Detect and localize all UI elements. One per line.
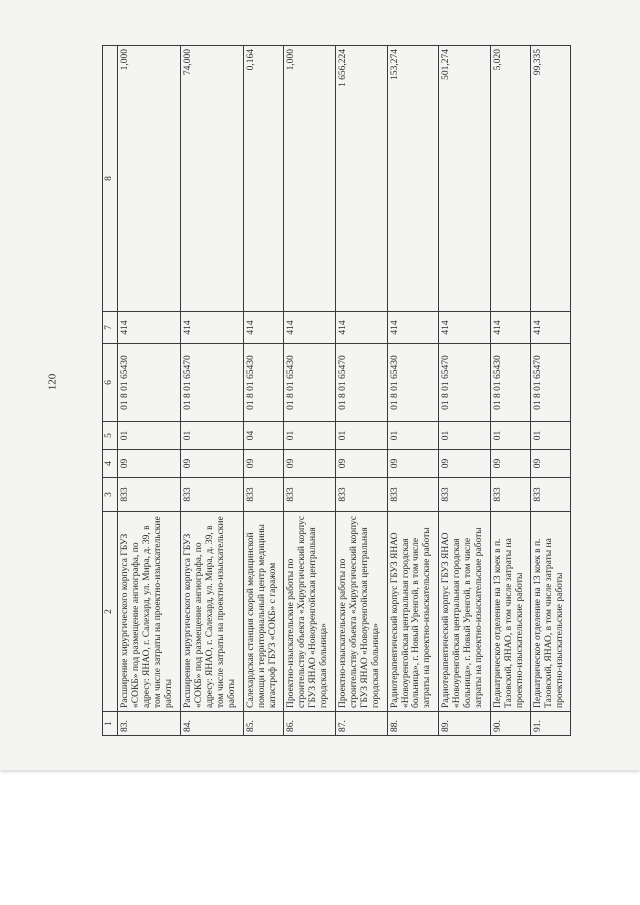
code-7: 414 <box>387 312 439 344</box>
code-3: 833 <box>530 478 570 512</box>
object-name: Радиотерапевтический корпус ГБУЗ ЯНАО «Новоуренгойская центральная городская больница», г. Новый Уренгой, в том числе затраты на проектно-изыскательские работы <box>387 512 439 712</box>
object-name: Расширение хирургического корпуса ГБУЗ «СОКБ» под размещение ангиографа, по адресу: ЯНАО, г. Салехард, ул. Мира, д. 39, в том числе затраты на проектно-изыскательские работы <box>181 512 244 712</box>
table-row <box>336 46 388 736</box>
code-3: 833 <box>439 478 491 512</box>
column-header: 6 <box>103 344 118 422</box>
code-6: 01 8 01 65470 <box>181 344 244 422</box>
table-row <box>244 46 284 736</box>
code-5: 01 <box>284 422 336 450</box>
row-number: 90. <box>490 712 530 736</box>
code-3: 833 <box>284 478 336 512</box>
table-row <box>530 46 570 736</box>
code-7: 414 <box>181 312 244 344</box>
page-number: 120 <box>46 373 59 391</box>
code-6: 01 8 01 65430 <box>284 344 336 422</box>
code-4: 09 <box>530 450 570 478</box>
object-name: Педиатрическое отделение на 13 коек в п. Тазовский, ЯНАО, в том числе затраты на проектно-изыскательские работы <box>490 512 530 712</box>
code-5: 01 <box>530 422 570 450</box>
code-3: 833 <box>336 478 388 512</box>
object-name: Педиатрическое отделение на 13 коек в п. Тазовский, ЯНАО, в том числе затраты на проектно-изыскательские работы <box>530 512 570 712</box>
table-row <box>387 46 439 736</box>
amount: 5,020 <box>490 46 530 312</box>
code-6: 01 8 01 65470 <box>336 344 388 422</box>
budget-table <box>102 45 571 736</box>
code-5: 01 <box>118 422 181 450</box>
column-header: 7 <box>103 312 118 344</box>
code-4: 09 <box>181 450 244 478</box>
table-row <box>490 46 530 736</box>
amount: 0,164 <box>244 46 284 312</box>
table-row <box>181 46 244 736</box>
table-row <box>284 46 336 736</box>
column-header: 5 <box>103 422 118 450</box>
code-4: 09 <box>387 450 439 478</box>
code-4: 09 <box>490 450 530 478</box>
code-7: 414 <box>336 312 388 344</box>
column-header: 3 <box>103 478 118 512</box>
code-3: 833 <box>118 478 181 512</box>
table-holder <box>102 45 571 736</box>
code-5: 01 <box>439 422 491 450</box>
table-row <box>118 46 181 736</box>
code-5: 01 <box>336 422 388 450</box>
object-name: Салехардская станция скорой медицинской помощи и территориальный центр медицины катастроф ГБУЗ «СОКБ» с гаражом <box>244 512 284 712</box>
code-4: 09 <box>284 450 336 478</box>
code-7: 414 <box>284 312 336 344</box>
code-4: 09 <box>439 450 491 478</box>
amount: 501,274 <box>439 46 491 312</box>
column-header: 2 <box>103 512 118 712</box>
row-number: 89. <box>439 712 491 736</box>
code-7: 414 <box>118 312 181 344</box>
code-6: 01 8 01 65430 <box>490 344 530 422</box>
code-6: 01 8 01 65430 <box>118 344 181 422</box>
amount: 1 656,224 <box>336 46 388 312</box>
code-5: 01 <box>387 422 439 450</box>
row-number: 85. <box>244 712 284 736</box>
amount: 153,274 <box>387 46 439 312</box>
code-5: 01 <box>181 422 244 450</box>
object-name: Расширение хирургического корпуса ГБУЗ «СОКБ» под размещение ангиографа, по адресу: ЯНАО, г. Салехард, ул. Мира, д. 39, в том числе затраты на проектно-изыскательские работы <box>118 512 181 712</box>
code-6: 01 8 01 65470 <box>530 344 570 422</box>
code-3: 833 <box>490 478 530 512</box>
amount: 1,000 <box>118 46 181 312</box>
code-4: 09 <box>118 450 181 478</box>
row-number: 83. <box>118 712 181 736</box>
object-name: Радиотерапевтический корпус ГБУЗ ЯНАО «Новоуренгойская центральная городская больница», г. Новый Уренгой, в том числе затраты на проектно-изыскательские работы <box>439 512 491 712</box>
code-3: 833 <box>244 478 284 512</box>
object-name: Проектно-изыскательские работы по строительству объекта «Хирургический корпус ГБУЗ ЯНАО «Новоуренгойская центральная городская больница» <box>336 512 388 712</box>
row-number: 84. <box>181 712 244 736</box>
code-4: 09 <box>336 450 388 478</box>
code-7: 414 <box>530 312 570 344</box>
object-name: Проектно-изыскательские работы по строительству объекта «Хирургический корпус ГБУЗ ЯНАО «Новоуренгойская центральная городская больница» <box>284 512 336 712</box>
row-number: 86. <box>284 712 336 736</box>
code-7: 414 <box>490 312 530 344</box>
code-7: 414 <box>244 312 284 344</box>
code-5: 04 <box>244 422 284 450</box>
row-number: 87. <box>336 712 388 736</box>
amount: 74,000 <box>181 46 244 312</box>
code-6: 01 8 01 65430 <box>244 344 284 422</box>
code-3: 833 <box>387 478 439 512</box>
code-3: 833 <box>181 478 244 512</box>
table-row <box>439 46 491 736</box>
code-7: 414 <box>439 312 491 344</box>
code-6: 01 8 01 65470 <box>439 344 491 422</box>
column-header: 1 <box>103 712 118 736</box>
amount: 99,335 <box>530 46 570 312</box>
row-number: 91. <box>530 712 570 736</box>
code-5: 01 <box>490 422 530 450</box>
code-4: 09 <box>244 450 284 478</box>
header-row <box>103 46 118 736</box>
column-header: 4 <box>103 450 118 478</box>
code-6: 01 8 01 65430 <box>387 344 439 422</box>
amount: 1,000 <box>284 46 336 312</box>
row-number: 88. <box>387 712 439 736</box>
column-header: 8 <box>103 46 118 312</box>
